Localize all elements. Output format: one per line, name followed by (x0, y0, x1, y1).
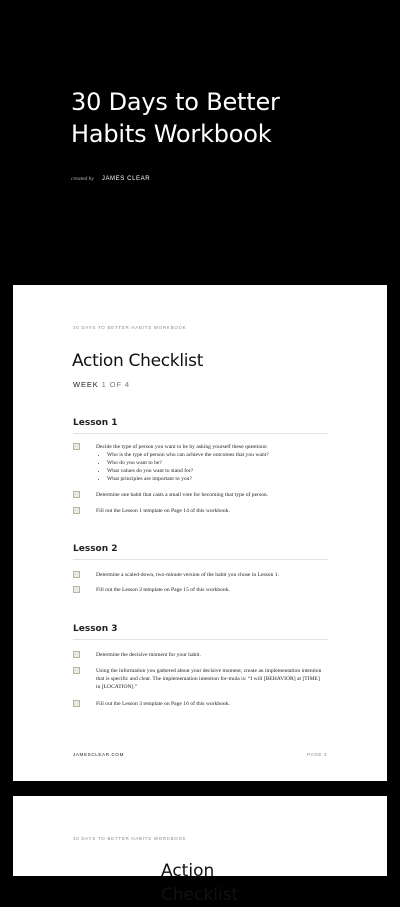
checklist-item-text: Fill out the Lesson 2 template on Page 15 of this workbook. (96, 587, 230, 593)
checklist-item (73, 651, 328, 661)
lesson-heading: Lesson 1 (73, 418, 328, 434)
checklist-item-text: Fill out the Lesson 1 template on Page 14 of this workbook. (96, 508, 230, 514)
checklist-item-text (96, 443, 324, 483)
cover-section (0, 0, 400, 285)
checklist-item (73, 667, 328, 693)
checkbox[interactable] (73, 571, 80, 578)
page-title: Action Checklist (161, 861, 239, 905)
checklist-item (73, 443, 328, 483)
cover-byline (71, 174, 150, 184)
checkbox[interactable] (73, 651, 80, 658)
cover-title (71, 86, 371, 150)
checkbox[interactable] (73, 491, 80, 498)
checkbox[interactable] (73, 443, 80, 450)
task-description: Decide the type of person you want to be by asking yourself these questions: (96, 444, 268, 450)
checklist-item-text: Determine the decisive moment for your habit. (96, 652, 201, 658)
checklist-item (73, 586, 328, 596)
question-item: • Who is the type of person who can achieve the outcomes that you want? (107, 451, 324, 459)
question-item: • What principles are important to you? (107, 475, 324, 483)
lesson-2-section (73, 544, 328, 593)
week-number: 1 (101, 380, 107, 389)
cover-title-line-1: 30 Days to Better (71, 88, 280, 116)
question-list (96, 451, 324, 483)
question-item: • What values do you want to stand for? (107, 467, 324, 475)
author-name: JAMES CLEAR (101, 176, 151, 182)
checklist-item-text: Determine a scaled-down, two-minute version of the habit you chose in Lesson 1. (96, 572, 279, 578)
checkbox[interactable] (73, 586, 80, 593)
workbook-page-4 (13, 796, 387, 905)
checkbox[interactable] (73, 700, 80, 707)
footer-page-number: PAGE 3 (307, 752, 327, 757)
checklist-item (73, 507, 328, 517)
week-indicator (73, 380, 130, 389)
checklist-item-text: Fill out the Lesson 3 template on Page 16 of this workbook. (96, 701, 230, 707)
checklist-item-text: Using the information you gathered about your decisive moment, create an implementation intention that is specific and clear. The implementation intention for-mula is: “I will [BEHAVIOR] at [TIME] in [LOCATION].” (96, 668, 322, 690)
checkbox[interactable] (73, 667, 80, 674)
lesson-heading: Lesson 2 (73, 544, 328, 560)
created-by-label: created by (71, 176, 94, 182)
lesson-heading: Lesson 3 (73, 624, 328, 640)
lesson-3-section (73, 624, 328, 707)
running-header: 30 DAYS TO BETTER HABITS WORKBOOK (73, 836, 187, 841)
lesson-1-section (73, 418, 328, 514)
workbook-page-3 (13, 285, 387, 781)
checkbox[interactable] (73, 507, 80, 514)
checklist-item-text: Determine one habit that casts a small vote for becoming that type of person. (96, 492, 269, 498)
cover-title-line-2: Habits Workbook (71, 120, 272, 148)
page-title: Action Checklist (72, 351, 204, 371)
checklist-item (73, 700, 328, 710)
footer-website: JAMESCLEAR.COM (73, 752, 125, 757)
checklist-item (73, 491, 328, 501)
running-header: 30 DAYS TO BETTER HABITS WORKBOOK (73, 325, 187, 330)
checklist-item (73, 571, 328, 581)
week-total: OF 4 (109, 380, 131, 389)
week-label: WEEK (73, 380, 99, 389)
question-item: • Who do you want to be? (107, 459, 324, 467)
